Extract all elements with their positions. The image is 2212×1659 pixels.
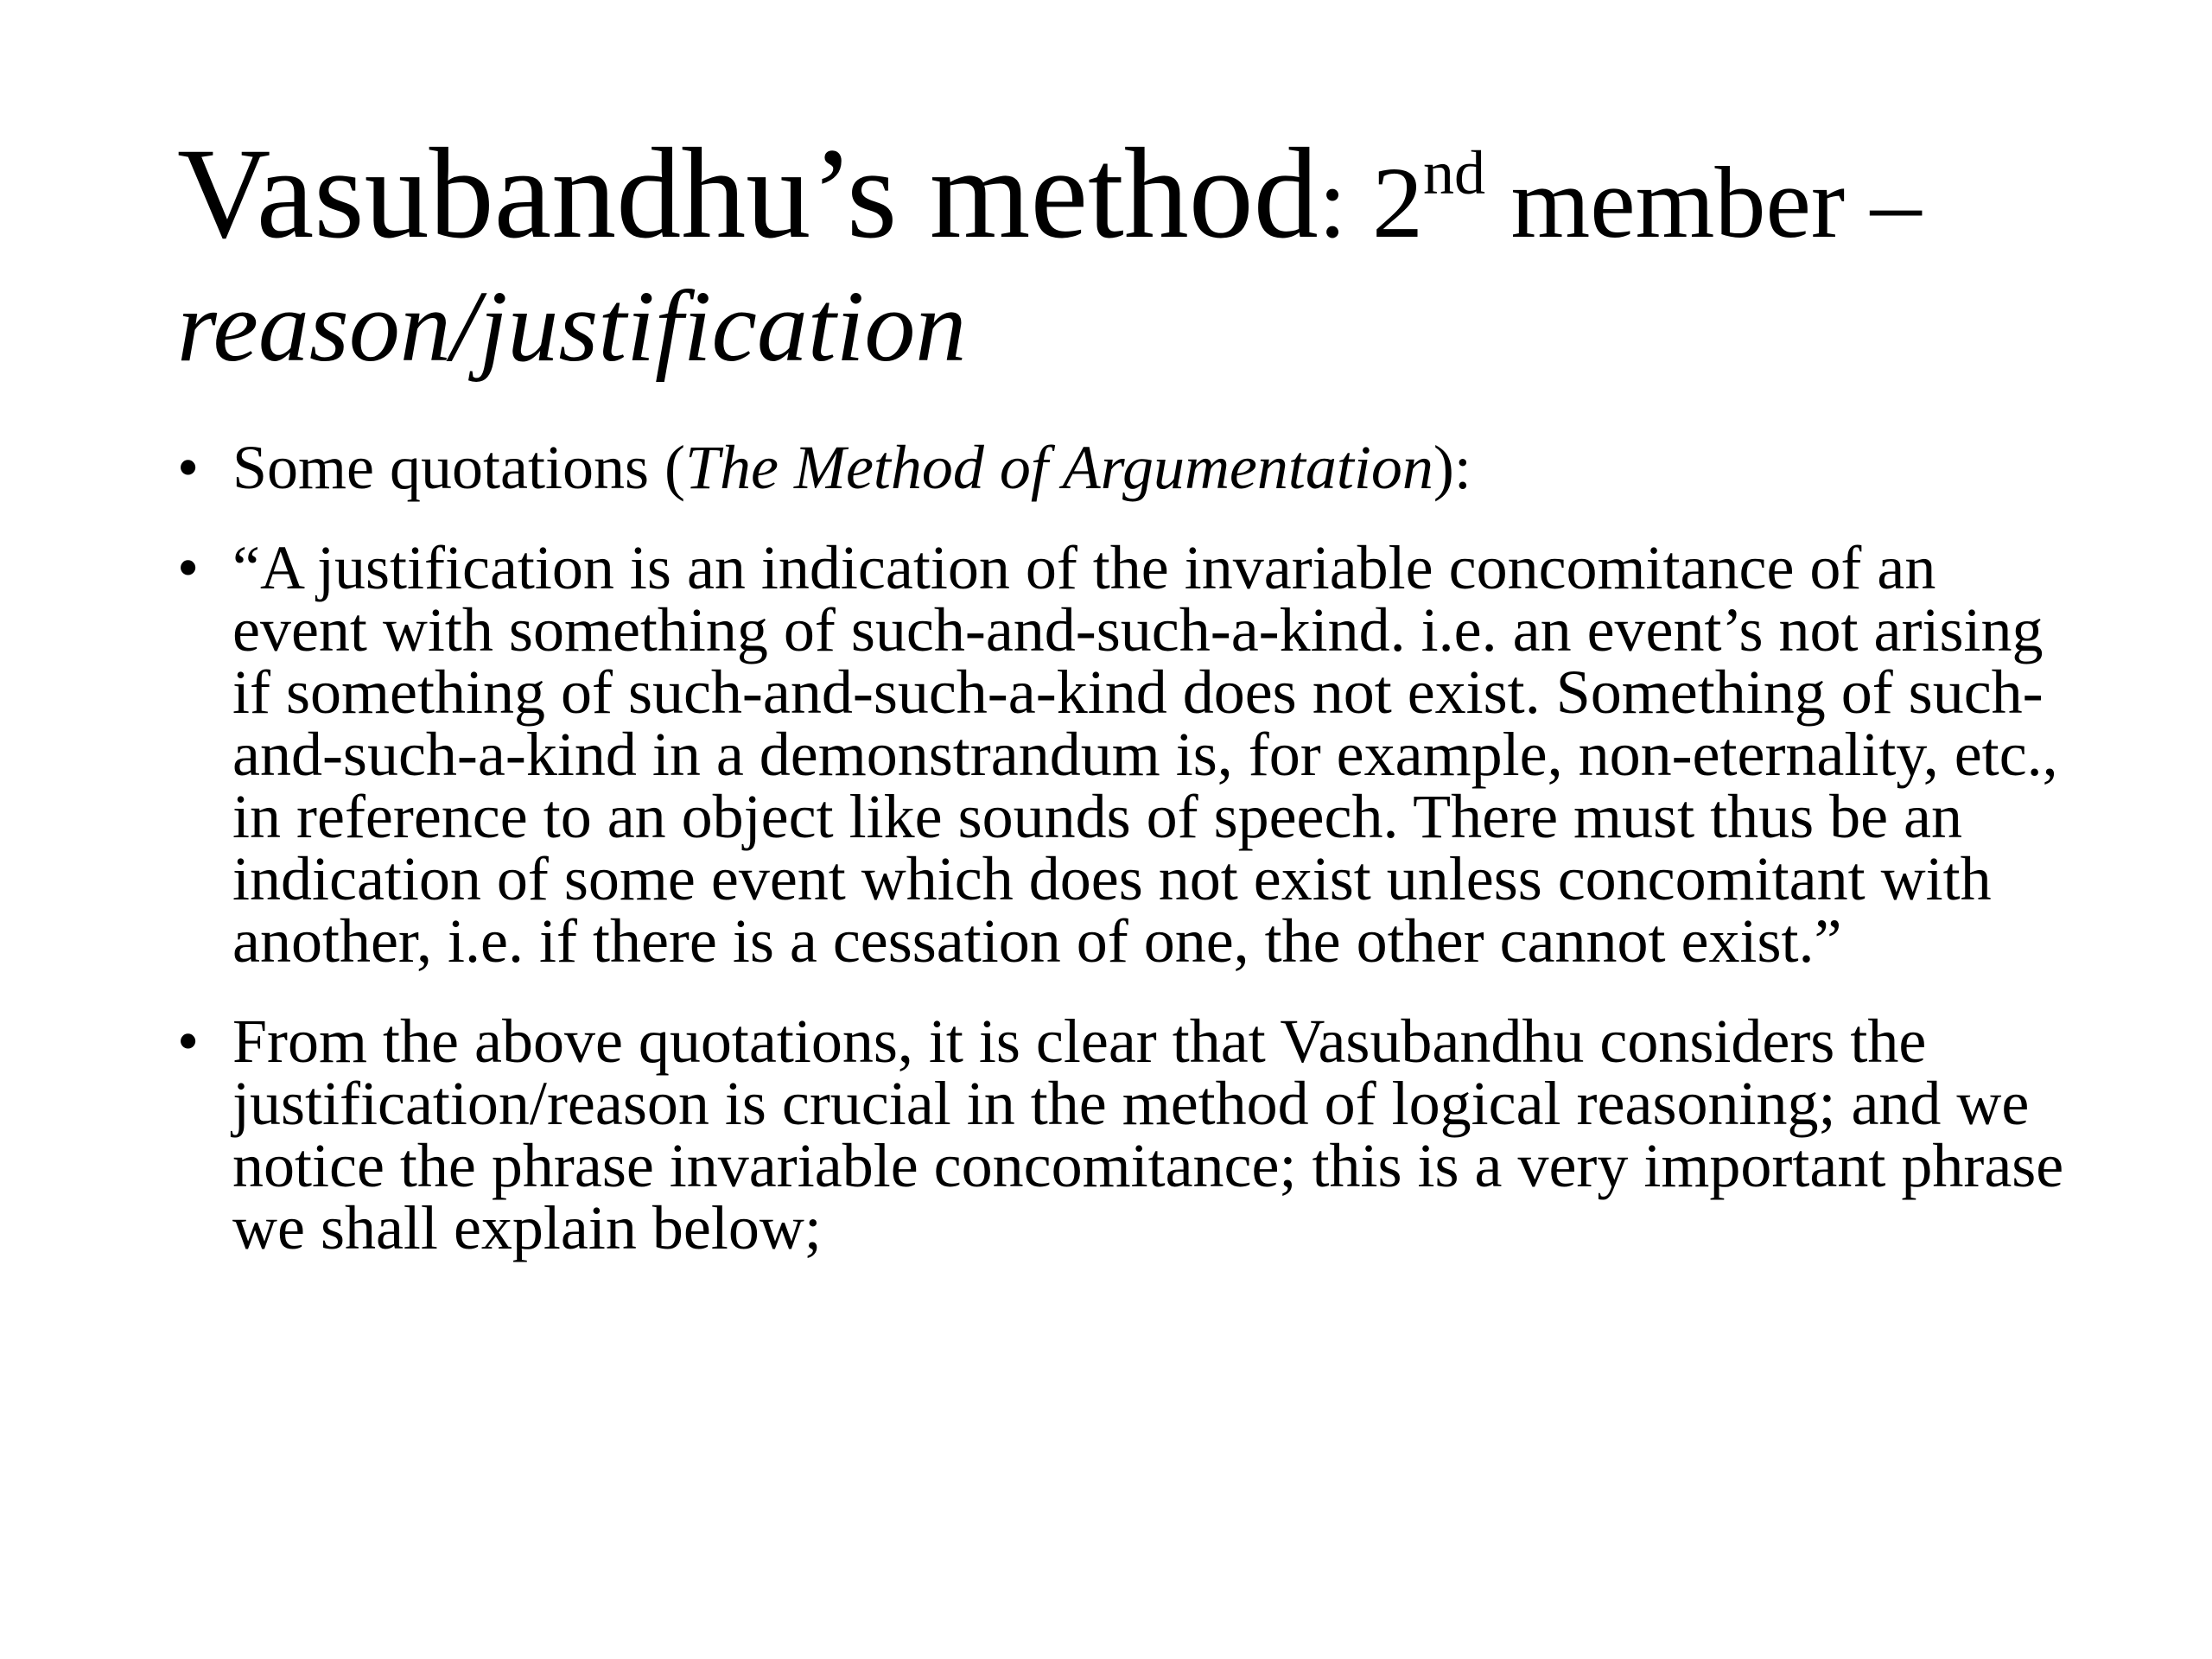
slide-title: [177, 121, 2078, 384]
bullet-item-quote: [177, 533, 2078, 976]
bullet-marker: •: [177, 433, 200, 502]
bullet-text: From the above quotations, it is clear that Vasubandhu considers the justification/reason is crucial in the method of logical reasoning; and we notice the phrase invariable concomitance; this is a very important phrase we shall explain below;: [232, 1007, 2064, 1262]
bullet-list: [177, 433, 2078, 1297]
bullet-marker: •: [177, 533, 200, 602]
title-ordinal-suffix: nd: [1423, 138, 1485, 207]
bullet-marker: •: [177, 1007, 200, 1076]
bullet-text: “A justification is an indication of the invariable concomitance of an event with something of such-and-such-a-kind. i.e. an event’s not arising if something of such-and-such-a-kind does not exist. Something of such-and-such-a-kind in a demonstrandum is, for example, non-eternality, etc., in reference to an object like sounds of speech. There must thus be an indication of some event which does not exist unless concomitant with another, i.e. if there is a cessation of one, the other cannot exist.”: [232, 533, 2058, 976]
title-colon-number: : 2: [1318, 146, 1423, 259]
title-line-1: [177, 121, 2078, 266]
book-title: The Method of Argumentation: [684, 433, 1433, 502]
bullet-text-post: ):: [1433, 433, 1471, 502]
title-member: member –: [1485, 146, 1922, 259]
bullet-item-conclusion: [177, 1007, 2078, 1262]
title-main: Vasubandhu’s method: [177, 122, 1319, 265]
bullet-item-quotations: [177, 433, 2078, 502]
bullet-text-pre: Some quotations (: [232, 433, 685, 502]
title-subtitle: reason/justification: [177, 270, 967, 383]
